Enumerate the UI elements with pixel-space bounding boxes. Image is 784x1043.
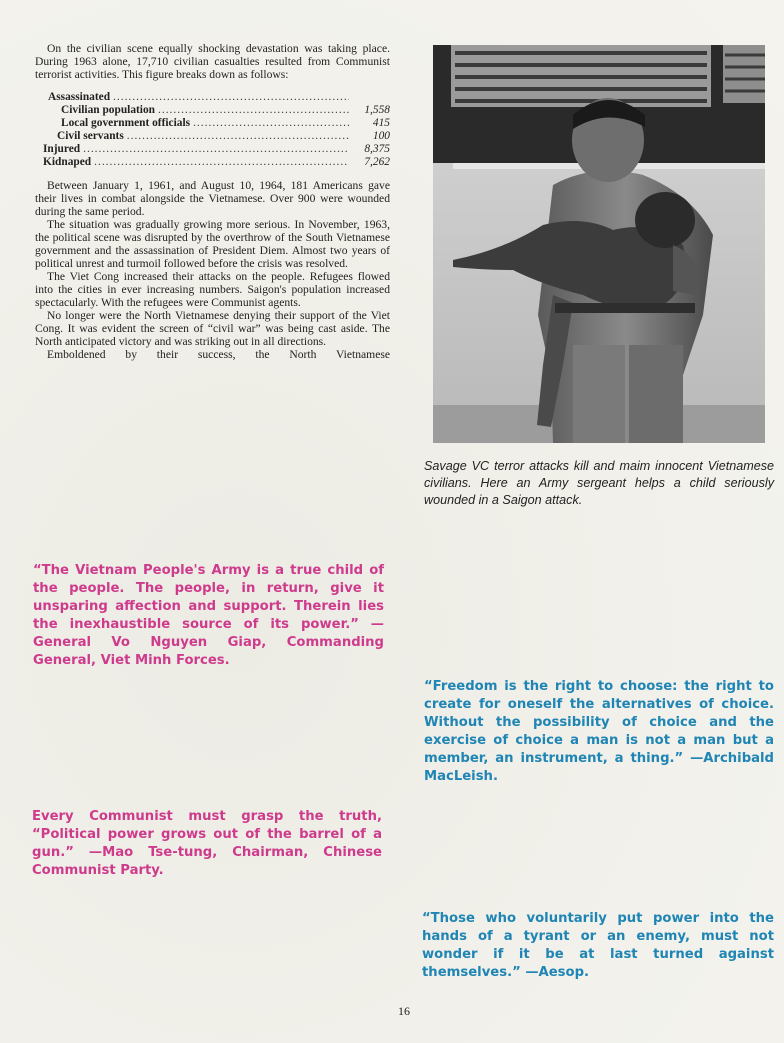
body-paragraph: The situation was gradually growing more serious. In November, 1963, the political scene was disrupted by the overthrow of the South Vietnamese government and the assassination of President Diem. Almost two years of political unrest and turmoil followed before the crisis was resolved. — [35, 218, 390, 270]
leader-dots — [127, 130, 349, 143]
leader-dots — [113, 91, 349, 104]
breakdown-label: Assassinated — [48, 91, 111, 103]
leader-dots — [193, 117, 349, 130]
quote-giap: “The Vietnam People's Army is a true child of the people. The people, in return, give it unsparing affection and support. Therein lies the inexhaustible source of its power.” —General Vo Nguyen Giap, Commanding General, Viet Minh Forces. — [33, 563, 384, 668]
breakdown-label: Local government officials — [61, 117, 191, 129]
leader-dots — [158, 104, 349, 117]
breakdown-row-injured — [35, 143, 390, 156]
quote-aesop: “Those who voluntarily put power into the hands of a tyrant or an enemy, must not wonder if it be at last turned against themselves.” —Aesop. — [422, 911, 774, 980]
breakdown-row-kidnaped — [35, 156, 390, 169]
breakdown-value: 8,375 — [364, 143, 390, 155]
breakdown-row-local-officials — [35, 117, 390, 130]
page-number: 16 — [398, 1004, 410, 1018]
body-paragraph: Emboldened by their success, the North Vietnamese — [47, 348, 390, 361]
breakdown-value: 100 — [372, 130, 390, 142]
quote-mao: Every Communist must grasp the truth, “Political power grows out of the barrel of a gun.” —Mao Tse-tung, Chairman, Chinese Communist Party. — [32, 809, 382, 878]
body-text-column — [35, 42, 390, 361]
news-photo-sergeant-with-child — [433, 45, 765, 443]
breakdown-value: 415 — [372, 117, 390, 129]
breakdown-value: 1,558 — [364, 104, 390, 116]
casualty-breakdown-table — [35, 91, 390, 169]
breakdown-row-civil-servants — [35, 130, 390, 143]
breakdown-row-assassinated — [35, 91, 390, 104]
body-paragraph: The Viet Cong increased their attacks on the people. Refugees flowed into the cities in ever increasing numbers. Saigon's population increased spectacularly. With the refugees were Communist agents. — [35, 270, 390, 309]
quote-macleish: “Freedom is the right to choose: the right to create for oneself the alternatives of choice. Without the possibility of choice and the exercise of choice a man is not a man but a member, an instrument, a thing.” —Archibald MacLeish. — [424, 679, 774, 784]
breakdown-value: 7,262 — [364, 156, 390, 168]
breakdown-label: Injured — [43, 143, 81, 155]
breakdown-label: Civilian population — [61, 104, 156, 116]
body-paragraph: Between January 1, 1961, and August 10, 1964, 181 Americans gave their lives in combat alongside the Vietnamese. Over 900 were wounded during the same period. — [35, 179, 390, 218]
body-paragraph: No longer were the North Vietnamese denying their support of the Viet Cong. It was evident the screen of “civil war” was being cast aside. The North anticipated victory and was striking out in all directions. — [35, 309, 390, 348]
photo-illustration — [433, 45, 765, 443]
photo-caption: Savage VC terror attacks kill and maim innocent Vietnamese civilians. Here an Army sergeant helps a child seriously wounded in a Saigon attack. — [424, 459, 774, 507]
leader-dots — [83, 143, 349, 156]
breakdown-row-civilian-population — [35, 104, 390, 117]
breakdown-label: Kidnaped — [43, 156, 92, 168]
breakdown-label: Civil servants — [57, 130, 124, 142]
leader-dots — [94, 156, 349, 169]
body-paragraph: On the civilian scene equally shocking devastation was taking place. During 1963 alone, 17,710 civilian casualties resulted from Communist terrorist activities. This figure breaks down as follows: — [35, 42, 390, 81]
